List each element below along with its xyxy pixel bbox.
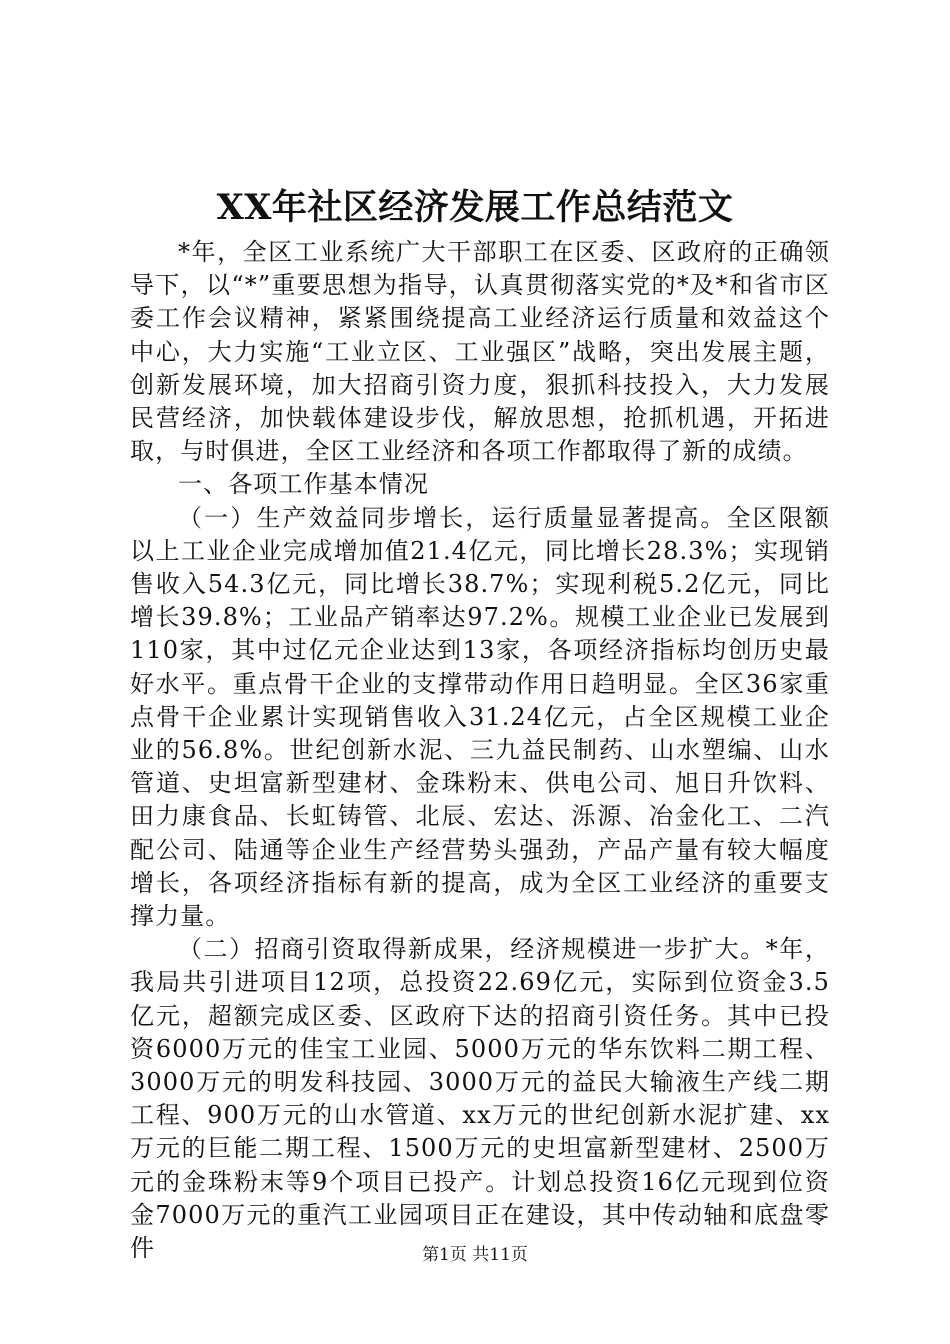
page-footer: 第1页 共11页: [422, 1245, 528, 1265]
document-title: XX年社区经济发展工作总结范文: [216, 187, 734, 228]
paragraph-production: （一）生产效益同步增长，运行质量显著提高。全区限额以上工业企业完成增加值21.4亿元，同比增长28.3%；实现销售收入54.3亿元，同比增长38.7%；实现利税5.2亿元，同比增长39.8%；工业品产销率达97.2%。规模工业企业已发展到110家，其中过亿元企业达到13家，各项经济指标均创历史最好水平。重点骨干企业的支撑带动作用日趋明显。全区36家重点骨干企业累计实现销售收入31.24亿元，占全区规模工业企业的56.8%。世纪创新水泥、三九益民制药、山水塑编、山水管道、史坦富新型建材、金珠粉末、供电公司、旭日升饮料、田力康食品、长虹铸管、北辰、宏达、泺源、冶金化工、二汽配公司、陆通等企业生产经营势头强劲，产品产量有较大幅度增长，各项经济指标有新的提高，成为全区工业经济的重要支撑力量。: [130, 503, 830, 931]
document-body: [130, 236, 830, 1265]
paragraph-investment: （二）招商引资取得新成果，经济规模进一步扩大。*年，我局共引进项目12项，总投资22.69亿元，实际到位资金3.5亿元，超额完成区委、区政府下达的招商引资任务。其中已投资6000万元的佳宝工业园、5000万元的华东饮料二期工程、3000万元的明发科技园、3000万元的益民大输液生产线二期工程、900万元的山水管道、xx万元的世纪创新水泥扩建、xx万元的巨能二期工程、1500万元的史坦富新型建材、2500万元的金珠粉末等9个项目已投产。计划总投资16亿元现到位资金7000万元的重汽工业园项目正在建设，其中传动轴和底盘零件: [130, 935, 830, 1263]
paragraph-intro: *年，全区工业系统广大干部职工在区委、区政府的正确领导下，以“*”重要思想为指导，认真贯彻落实党的*及*和省市区委工作会议精神，紧紧围绕提高工业经济运行质量和效益这个中心，大力实施“工业立区、工业强区”战略，突出发展主题，创新发展环境，加大招商引资力度，狠抓科技投入，大力发展民营经济，加快载体建设步伐，解放思想，抢抓机遇，开拓进取，与时俱进，全区工业经济和各项工作都取得了新的成绩。: [130, 238, 830, 466]
section-heading: 一、各项工作基本情况: [178, 470, 429, 499]
